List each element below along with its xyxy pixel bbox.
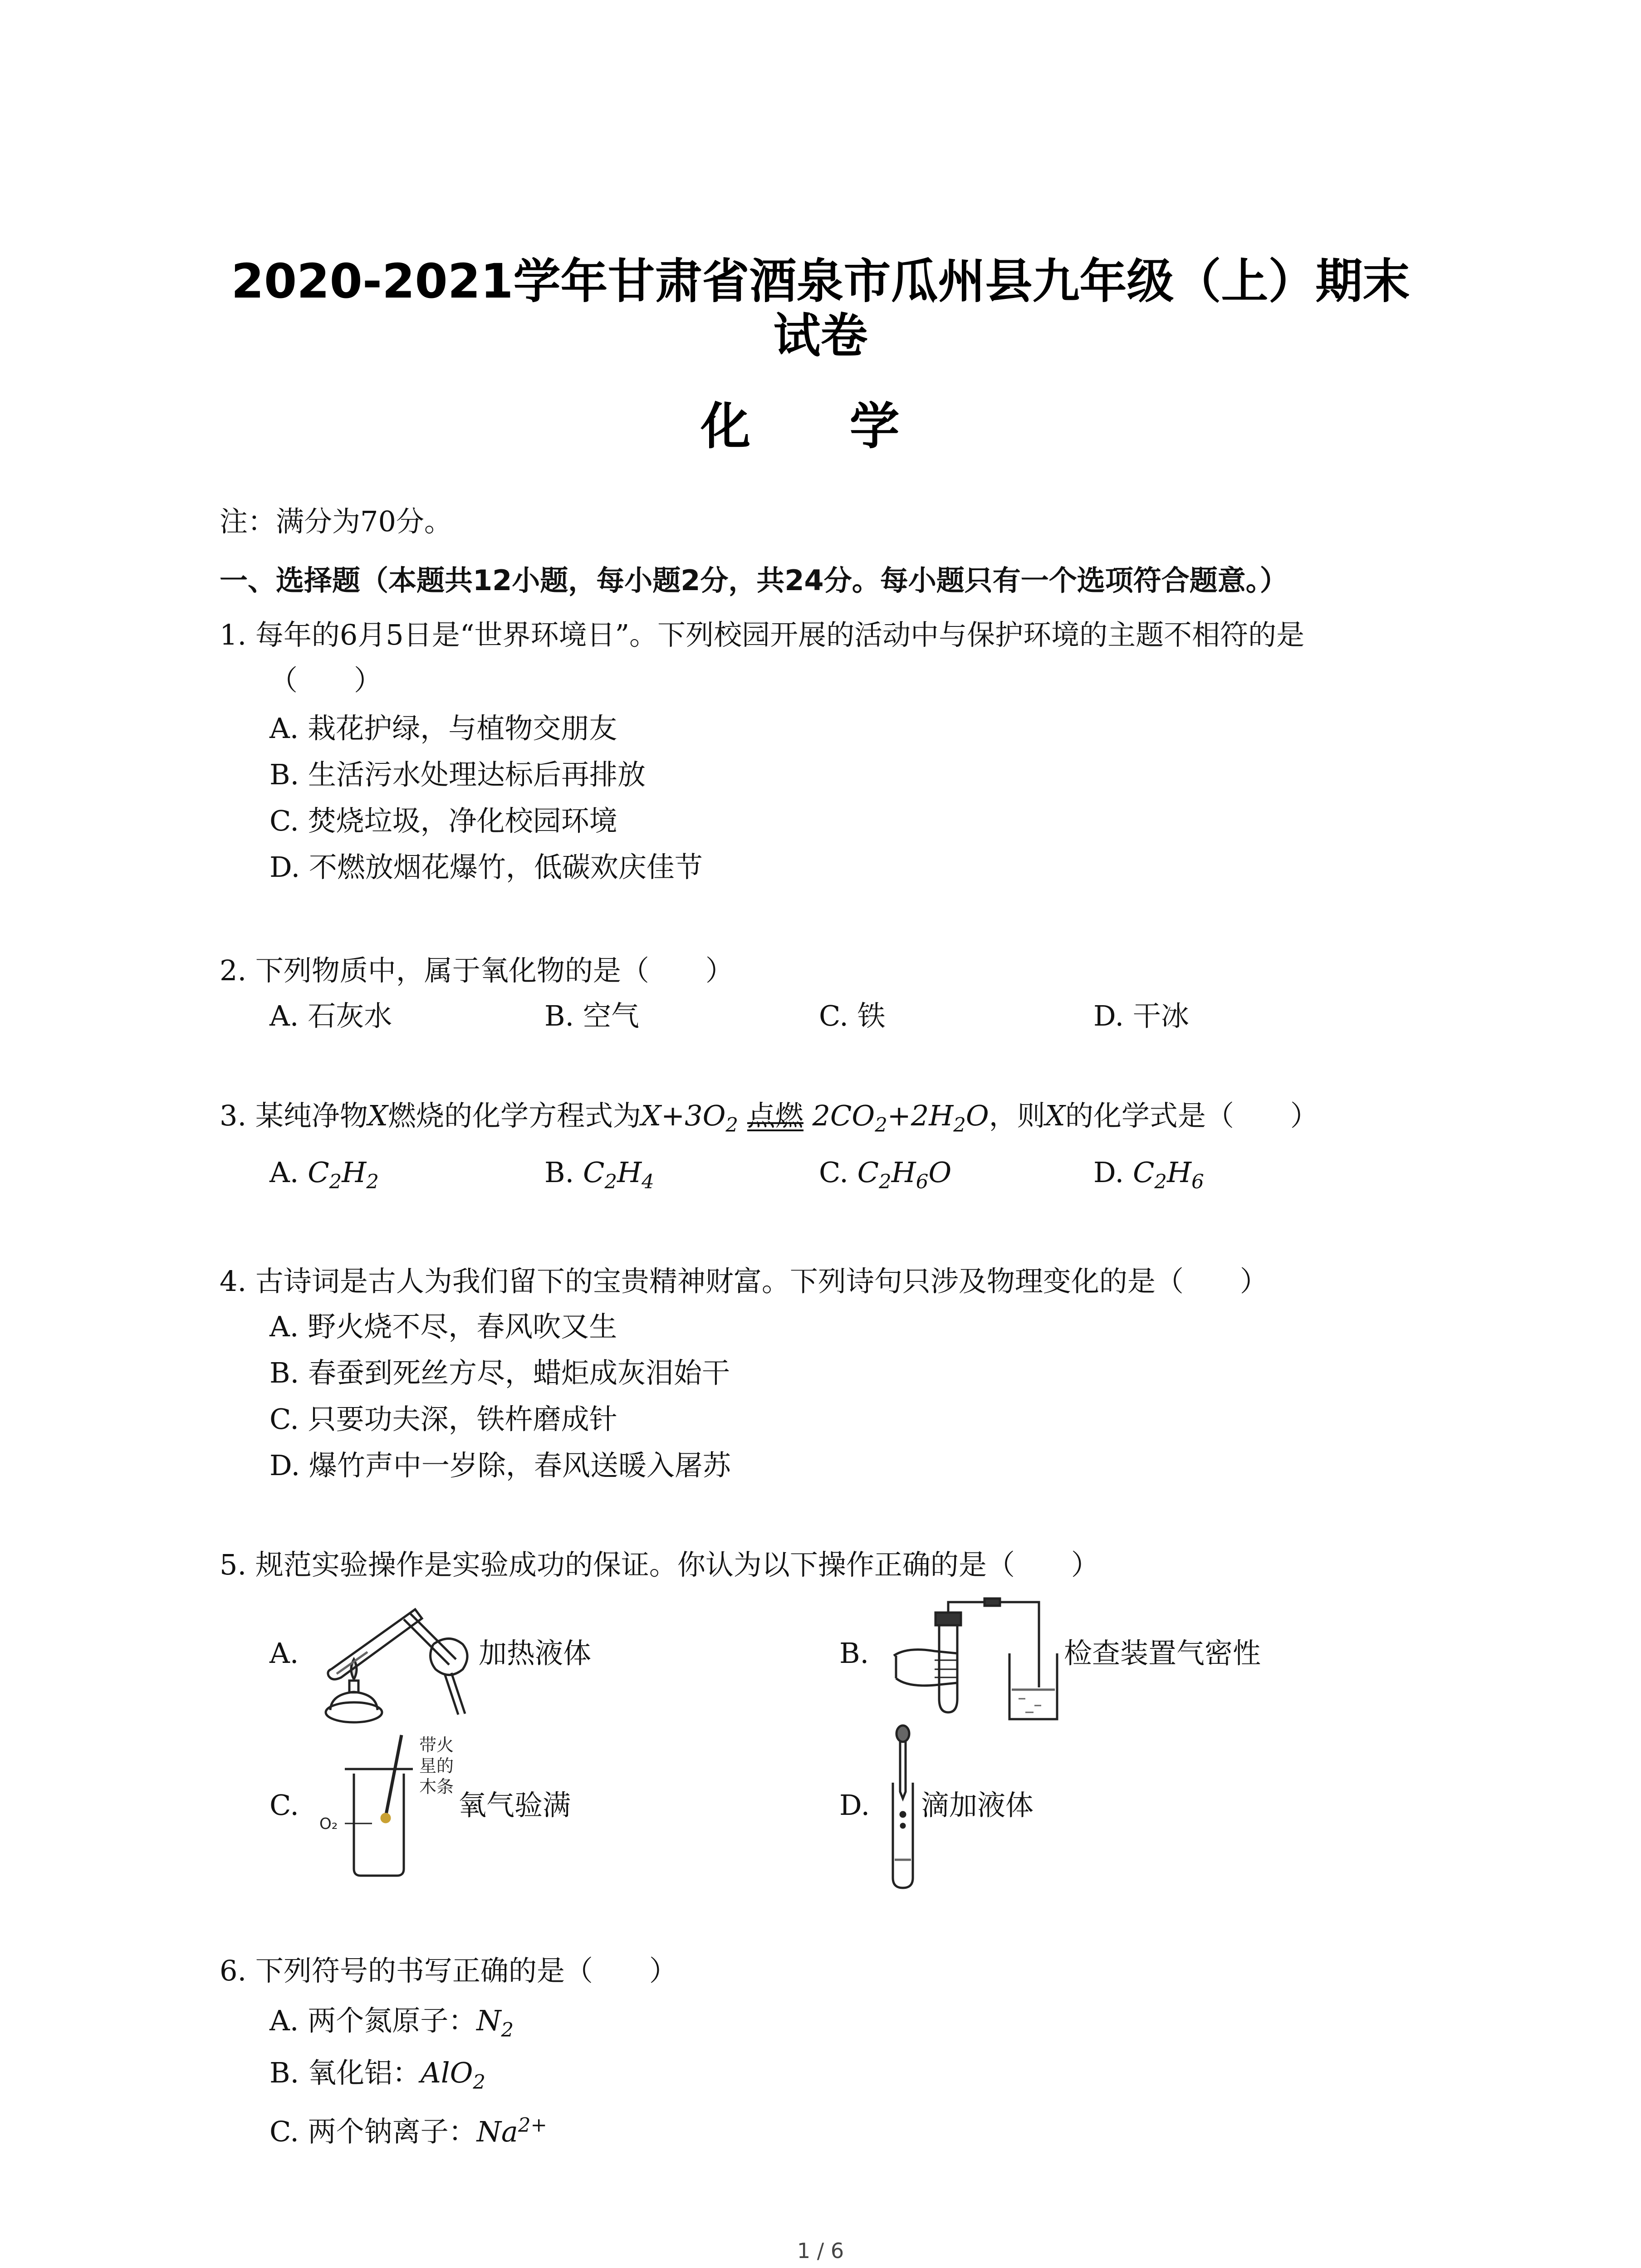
q4-option-d: D. 爆竹声中一岁除，春风送暖入屠苏 [269,1449,731,1482]
q4-option-b: B. 春蚕到死丝方尽，蜡炬成灰泪始干 [269,1356,730,1389]
q4-option-c: C. 只要功夫深，铁杵磨成针 [269,1403,617,1436]
subject-title: 化 学 [700,397,941,455]
q3-option-b: B. $C_2H_4$ [544,1156,654,1193]
q4-option-a: A. 野火烧不尽，春风吹又生 [269,1310,617,1343]
splint-label-3: 木条 [419,1777,454,1797]
q2-option-b: B. 空气 [544,999,639,1032]
q3-stem: 3. 某纯净物X燃烧的化学方程式为$X+3O_2$ 点燃 $2CO_2+2H_2O$，则X的化学式是（ ） [220,1098,1318,1143]
q1-option-a: A. 栽花护绿，与植物交朋友 [269,712,617,745]
q5-option-a-text: 加热液体 [479,1637,592,1670]
page-number: 1 / 6 [797,2239,844,2263]
q5-option-b-label: B. [839,1637,869,1670]
q3-option-d: D. $C_2H_6$ [1093,1156,1204,1193]
q6-option-b: B. 氧化铝：AlO$_2$ [269,2056,486,2094]
section-heading: 一、选择题（本题共12小题，每小题2分，共24分。每小题只有一个选项符合题意。） [220,564,1288,597]
heating-liquid-figure [313,1601,476,1728]
dropping-liquid-figure [885,1724,921,1892]
q5-option-b-text: 检查装置气密性 [1064,1637,1261,1670]
q4-stem: 4. 古诗词是古人为我们留下的宝贵精神财富。下列诗句只涉及物理变化的是（ ） [220,1265,1268,1298]
exam-title-line1: 2020-2021学年甘肃省酒泉市瓜州县九年级（上）期末 [231,254,1410,309]
q2-option-d: D. 干冰 [1093,999,1189,1032]
splint-label-1: 带火 [419,1735,454,1755]
score-note: 注：满分为70分。 [220,505,452,538]
o2-label: O₂ [319,1815,338,1833]
q2-option-c: C. 铁 [819,999,886,1032]
q1-paren: （ ） [269,664,382,697]
q2-option-a: A. 石灰水 [269,999,392,1032]
q3-option-c: C. $C_2H_6O$ [819,1156,952,1193]
q2-stem: 2. 下列物质中，属于氧化物的是（ ） [220,954,734,987]
q5-option-a-label: A. [269,1637,299,1670]
q6-option-c: C. 两个钠离子：$Na^{2+}$ [269,2114,547,2148]
q5-stem: 5. 规范实验操作是实验成功的保证。你认为以下操作正确的是（ ） [220,1548,1099,1581]
q5-option-c-label: C. [269,1789,299,1822]
q1-option-b: B. 生活污水处理达标后再排放 [269,758,646,791]
q5-option-d-text: 滴加液体 [921,1789,1034,1822]
q1-option-d: D. 不燃放烟花爆竹，低碳欢庆佳节 [269,850,703,884]
exam-title-line2: 试卷 [773,308,868,363]
q5-option-d-label: D. [839,1789,870,1822]
q6-stem: 6. 下列符号的书写正确的是（ ） [220,1954,677,1987]
airtightness-check-figure [889,1597,1062,1728]
q5-option-c-text: 氧气验满 [458,1789,571,1822]
reaction-condition: 点燃 [747,1099,803,1132]
q6-option-a: A. 两个氮原子：$N_2$ [269,2004,514,2042]
q1-option-c: C. 焚烧垃圾，净化校园环境 [269,804,617,837]
oxygen-test-figure [318,1733,481,1882]
q1-stem: 1. 每年的6月5日是“世界环境日”。下列校园开展的活动中与保护环境的主题不相符的是 [220,618,1305,651]
q3-option-a: A. $C_2H_2$ [269,1156,379,1193]
splint-label-2: 星的 [419,1756,454,1776]
